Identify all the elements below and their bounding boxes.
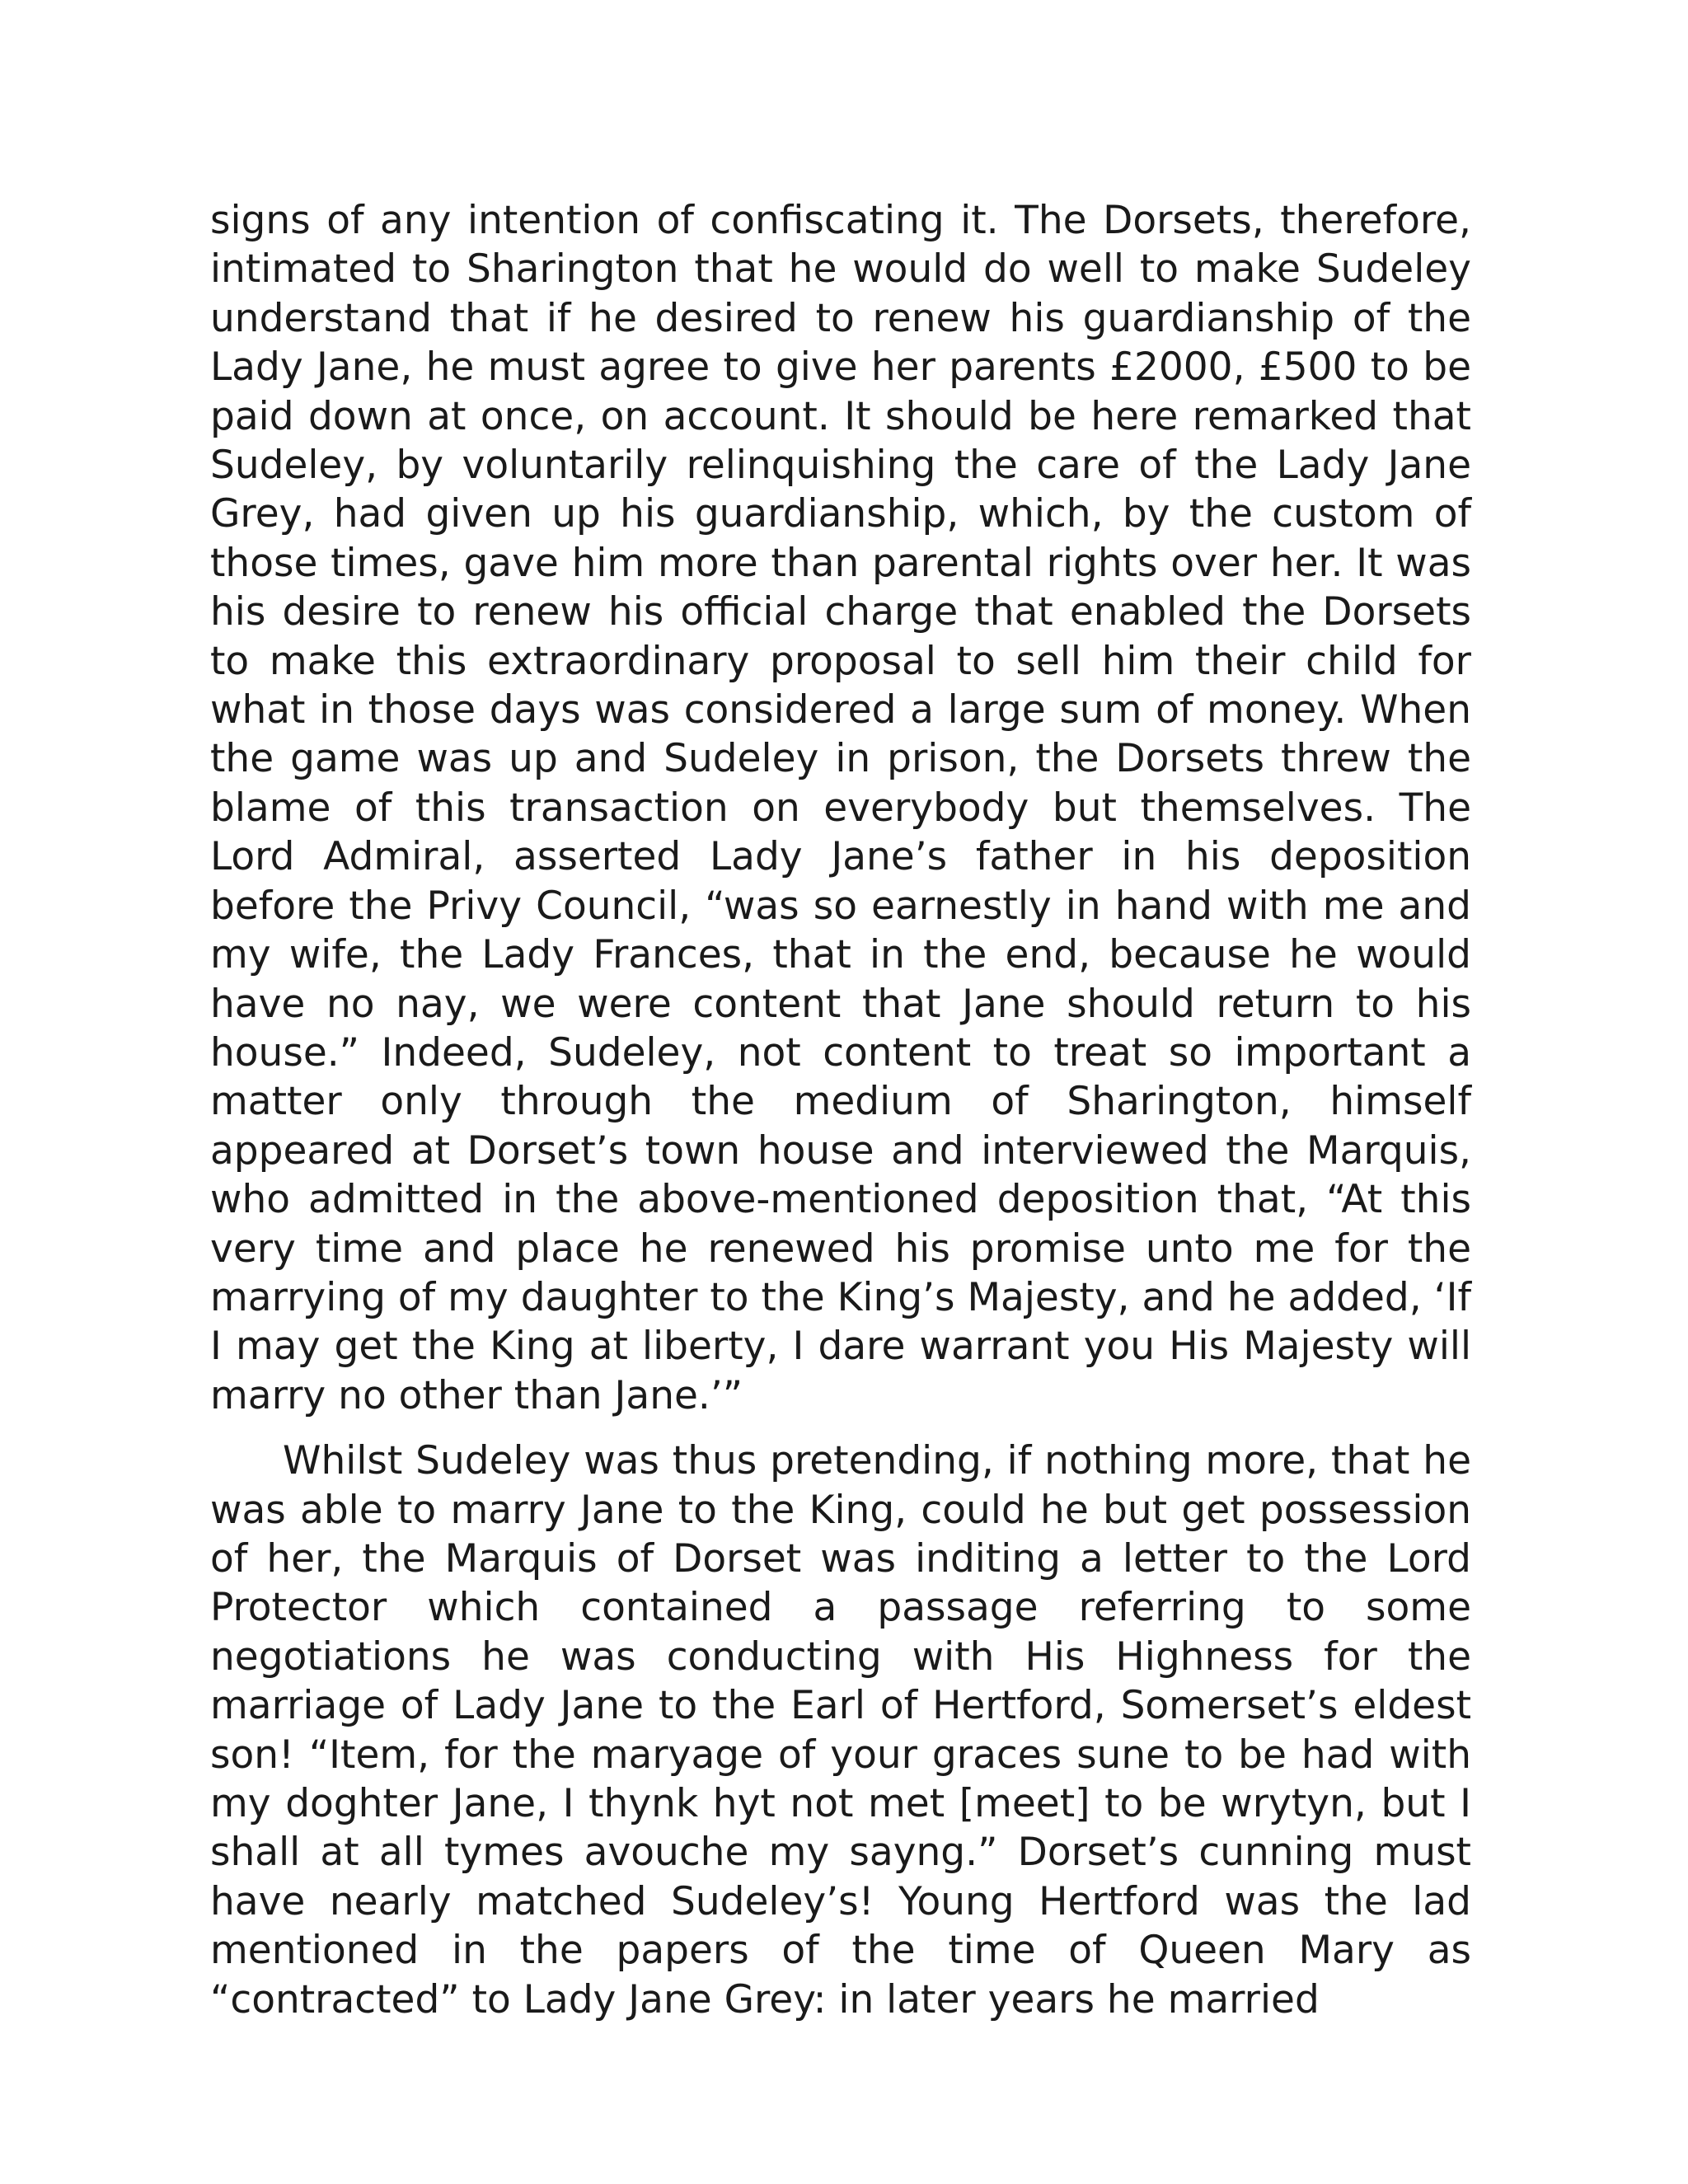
paragraph-1: signs of any intention of confiscating it. The Dorsets, therefore, intimated to Sharington that he would do well to make Sudeley understand that if he desired to renew his guardianship of the Lady Jane, he must agree to give her parents £2000, £500 to be paid down at once, on account. It should be here remarked that Sudeley, by voluntarily relinquishing the care of the Lady Jane Grey, had given up his guardianship, which, by the custom of those times, gave him more than parental rights over her. It was his desire to renew his official charge that enabled the Dorsets to make this extraordinary proposal to sell him their child for what in those days was considered a large sum of money. When the game was up and Sudeley in prison, the Dorsets threw the blame of this transaction on everybody but themselves. The Lord Admiral, asserted Lady Jane’s father in his deposition before the Privy Council, “was so earnestly in hand with me and my wife, the Lady Frances, that in the end, because he would have no nay, we were content that Jane should return to his house.” Indeed, Sudeley, not content to treat so important a matter only through the medium of Sharington, himself appeared at Dorset’s town house and interviewed the Marquis, who admitted in the above-mentioned deposition that, “At this very time and place he renewed his promise unto me for the marrying of my daughter to the King’s Majesty, and he added, ‘If I may get the King at liberty, I dare warrant you His Majesty will marry no other than Jane.’” bbox=[210, 198, 1471, 1418]
paragraph-2: Whilst Sudeley was thus pretending, if nothing more, that he was able to marry Jane to the King, could he but get possession of her, the Marquis of Dorset was inditing a letter to the Lord Protector which contained a passage referring to some negotiations he was conducting with His Highness for the marriage of Lady Jane to the Earl of Hertford, Somerset’s eldest son! “Item, for the maryage of your graces sune to be had with my doghter Jane, I thynk hyt not met [meet] to be wrytyn, but I shall at all tymes avouche my sayng.” Dorset’s cunning must have nearly matched Sudeley’s! Young Hertford was the lad mentioned in the papers of the time of Queen Mary as “contracted” to Lady Jane Grey: in later years he married bbox=[210, 1438, 1471, 2022]
page-body bbox=[210, 196, 1471, 2024]
